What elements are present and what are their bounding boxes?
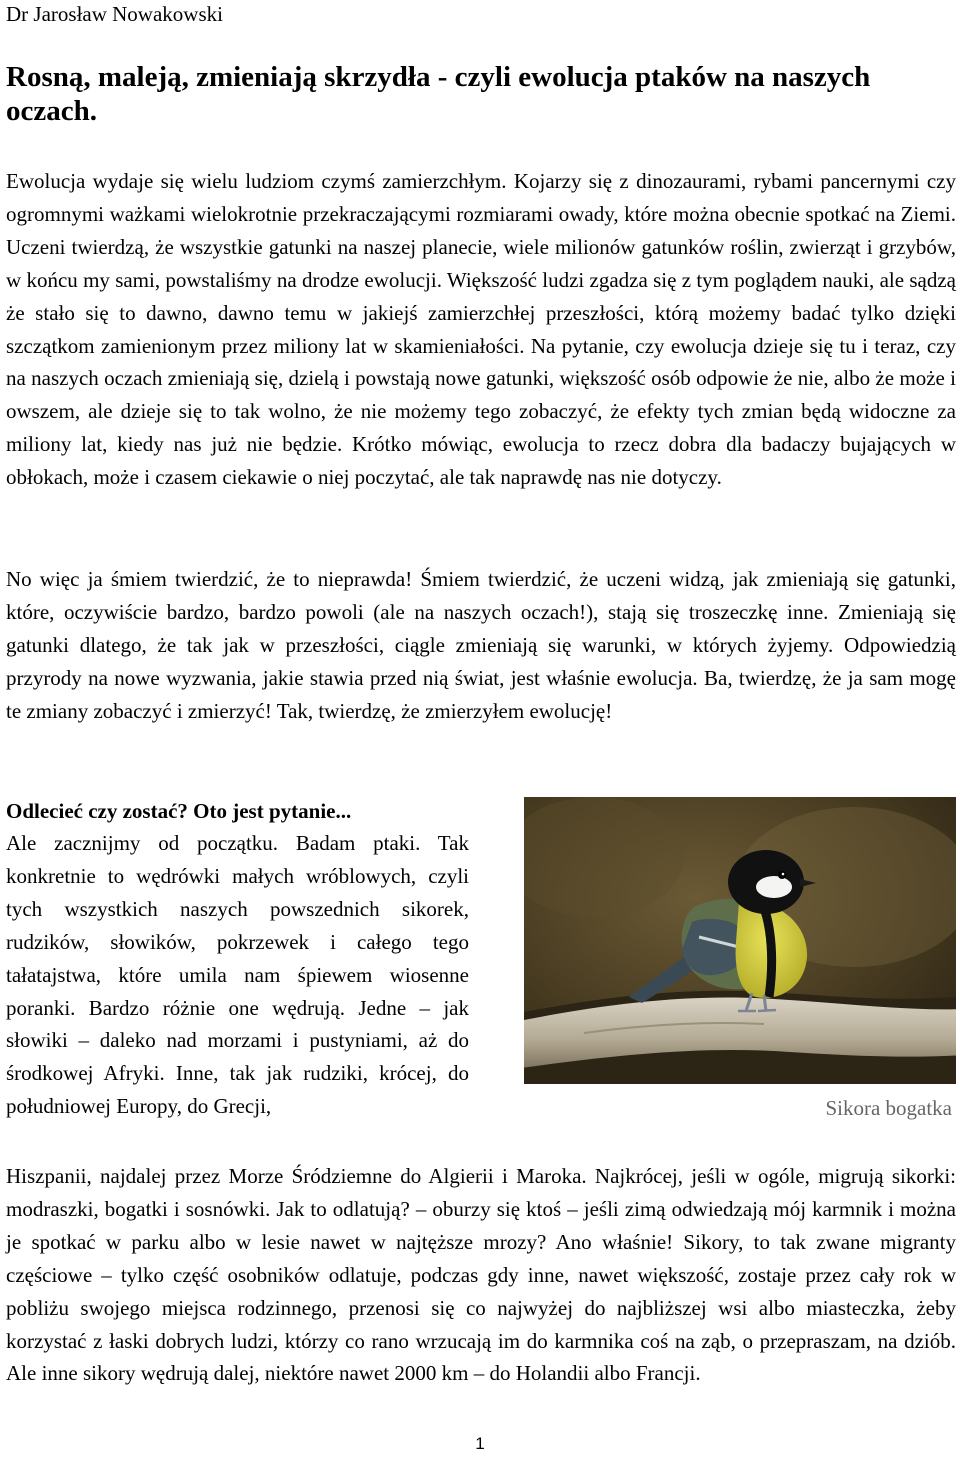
paragraph-claim: No więc ja śmiem twierdzić, że to nieprawda! Śmiem twierdzić, że uczeni widzą, jak zmieniają się gatunki, które, oczywiście bardzo, bardzo powoli (ale na naszych oczach!), stają się troszeczkę inne. Zmieniają się gatunki dlatego, że tak jak w przeszłości, ciągle zmieniają się warunki, w których żyjemy. Odpowiedzią przyrody na nowe wyzwania, jakie stawia przed nią świat, jest właśnie ewolucja. Ba, twierdzę, że ja sam mogę te zmiany zobaczyć i zmierzyć! Tak, twierdzę, że zmierzyłem ewolucję! (6, 567, 956, 723)
great-tit-photo (524, 797, 956, 1084)
paragraph-wrapped-column: Ale zacznijmy od początku. Badam ptaki. Tak konkretnie to wędrówki małych wróblowych, czyli tych wszystkich naszych powszednich sikorek, rudzików, słowików, pokrzewek i całego tego tałatajstwa, które umila nam śpiewem wiosenne poranki. Bardzo różnie one wędrują. Jedne – jak słowiki – daleko nad morzami i pustyniami, aż do środkowej Afryki. Inne, tak jak rudziki, krócej, do południowej Europy, do Grecji, (6, 831, 469, 1119)
paragraph-continuation: Hiszpanii, najdalej przez Morze Śródziemne do Algierii i Maroka. Najkrócej, jeśli w ogóle, migrują sikorki: modraszki, bogatki i sosnówki. Jak to odlatują? – oburzy się ktoś – jeśli zimą odwiedzają mój karmnik i można je spotkać w parku albo w lesie nawet w najtęższe mrozy? Ano właśnie! Sikory, to tak zwane migranty częściowe – tylko część osobników odlatuje, podczas gdy inne, nawet większość, zostaje przez cały rok w pobliżu swojego miejsca rodzinnego, przenosi się co najwyżej do najbliższej wsi albo miasteczka, żeby korzystać z łaski dobrych ludzi, którzy co rano wrzucają im do karmnika coś na ząb, o przepraszam, na dziób. Ale inne sikory wędrują dalej, niektóre nawet 2000 km – do Holandii albo Francji. (6, 1164, 956, 1386)
section-heading: Odlecieć czy zostać? Oto jest pytanie... (6, 799, 352, 823)
paragraph-intro: Ewolucja wydaje się wielu ludziom czymś zamierzchłym. Kojarzy się z dinozaurami, rybami pancernymi czy ogromnymi ważkami wielokrotnie przekraczającymi rozmiarami owady, które można obecnie spotkać na Ziemi. Uczeni twierdzą, że wszystkie gatunki na naszej planecie, wiele milionów gatunków roślin, zwierząt i grzybów, w końcu my sami, powstaliśmy na drodze ewolucji. Większość ludzi zgadza się z tym poglądem nauki, ale sądzą że stało się to dawno, dawno temu w jakiejś zamierzchłej przeszłości, którą możemy badać tylko dzięki szczątkom zamienionym przez miliony lat w skamieniałości. Na pytanie, czy ewolucja dzieje się tu i teraz, czy na naszych oczach zmieniają się, dzielą i powstają nowe gatunki, większość osób odpowie że nie, albo że może i owszem, ale dzieje się to tak wolno, że nie możemy tego zobaczyć, że efekty tych zmian będą widoczne za miliony lat, kiedy nas już nie będzie. Krótko mówiąc, ewolucja to rzecz dobra dla badaczy bujających w obłokach, może i czasem ciekawie o niej poczytać, ale tak naprawdę nas nie dotyczy. (6, 169, 956, 490)
page-number: 1 (475, 1434, 485, 1453)
bird-illustration (524, 797, 956, 1084)
figure-caption: Sikora bogatka (825, 1096, 952, 1120)
author-name: Dr Jarosław Nowakowski (6, 2, 223, 26)
article-title: Rosną, maleją, zmieniają skrzydła - czyli ewolucja ptaków na naszych oczach. (6, 61, 871, 127)
